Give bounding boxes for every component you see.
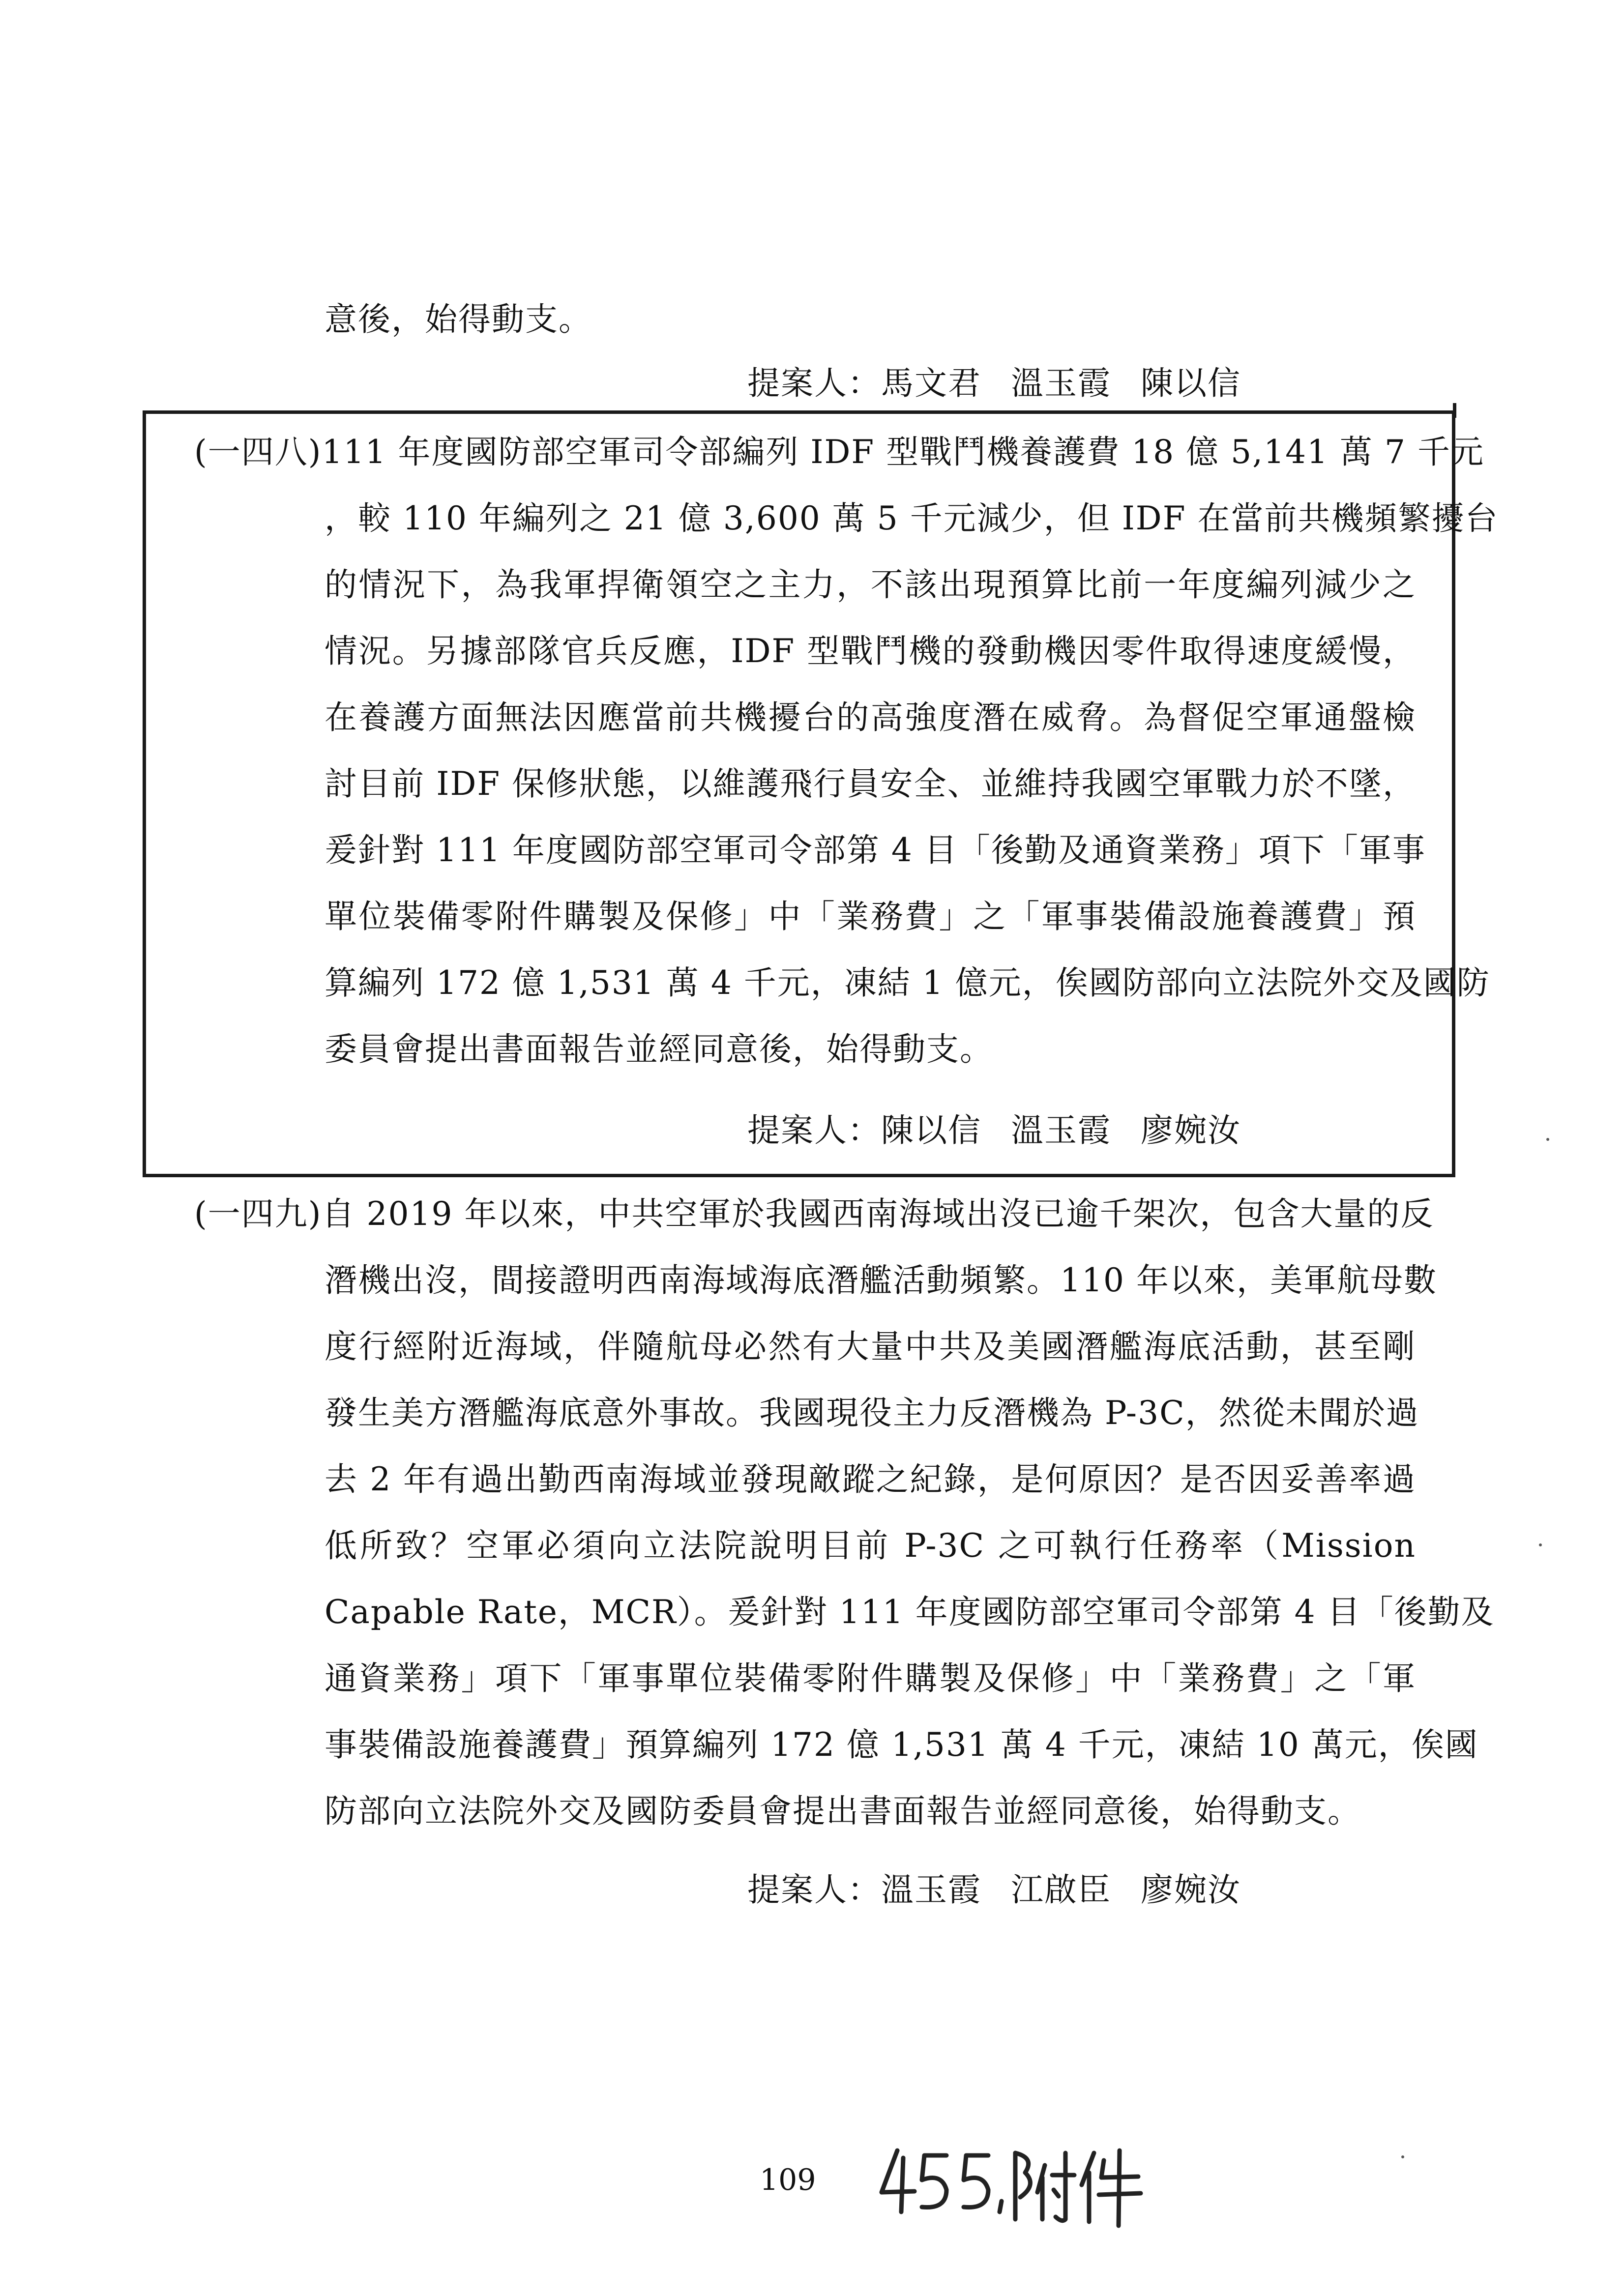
item-149-line-3: 度行經附近海域，伴隨航母必然有大量中共及美國潛艦海底活動，甚至剛 (325, 1328, 1416, 1366)
page-number: 109 (760, 2163, 816, 2197)
item-148-line-10: 委員會提出書面報告並經同意後，始得動支。 (325, 1030, 993, 1068)
item-149-proposers (747, 1865, 1241, 1915)
proposer-label: 提案人： (747, 364, 881, 402)
proposer-name: 溫玉霞 (881, 1871, 981, 1909)
item-148-line-2: ，較 110 年編列之 21 億 3,600 萬 5 千元減少，但 IDF 在當前共機頻繁擾台 (325, 499, 1499, 537)
item-148-line-6: 討目前 IDF 保修狀態，以維護飛行員安全、並維持我國空軍戰力於不墜， (325, 765, 1416, 803)
item-149-line-9: 事裝備設施養護費」預算編列 172 億 1,531 萬 4 千元，凍結 10 萬元，俟國 (325, 1726, 1478, 1764)
proposer-name: 陳以信 (1141, 364, 1241, 402)
item-148-line-5: 在養護方面無法因應當前共機擾台的高強度潛在威脅。為督促空軍通盤檢 (325, 698, 1416, 736)
proposer-label: 提案人： (747, 1871, 881, 1909)
item-148-line-3: 的情況下，為我軍捍衛領空之主力，不該出現預算比前一年度編列減少之 (325, 566, 1416, 604)
proposer-name: 陳以信 (881, 1111, 981, 1149)
item-149-first-line (194, 1190, 1434, 1239)
item-149-line-2: 潛機出沒，間接證明西南海域海底潛艦活動頻繁。110 年以來，美軍航母數 (325, 1261, 1437, 1299)
item-149-line-1: 自 2019 年以來，中共空軍於我國西南海域出沒已逾千架次，包含大量的反 (322, 1195, 1434, 1233)
item-149-line-5: 去 2 年有過出勤西南海域並發現敵蹤之紀錄，是何原因？是否因妥善率過 (325, 1460, 1416, 1498)
item-148-line-7: 爰針對 111 年度國防部空軍司令部第 4 目「後勤及通資業務」項下「軍事 (325, 831, 1426, 869)
item-149-number: (一四九) (194, 1195, 322, 1233)
item-149-line-7: Capable Rate，MCR）。爰針對 111 年度國防部空軍司令部第 4 目「後勤及 (325, 1593, 1495, 1631)
proposer-name: 廖婉汝 (1141, 1111, 1241, 1149)
proposer-name: 溫玉霞 (1011, 364, 1111, 402)
proposer-name: 馬文君 (881, 364, 981, 402)
item-148-line-9: 算編列 172 億 1,531 萬 4 千元，凍結 1 億元，俟國防部向立法院外交及國防 (325, 964, 1490, 1002)
item-148-proposers (747, 1106, 1241, 1155)
continuation-proposers (747, 359, 1241, 408)
item-148-line-4: 情況。另據部隊官兵反應，IDF 型戰鬥機的發動機因零件取得速度緩慢， (325, 632, 1416, 670)
handwritten-annotation (873, 2138, 1148, 2232)
item-148-number: (一四八) (194, 433, 322, 471)
proposer-name: 溫玉霞 (1011, 1111, 1111, 1149)
continuation-text: 意後，始得動支。 (325, 300, 592, 338)
scan-speck (1539, 1543, 1542, 1546)
proposer-label: 提案人： (747, 1111, 881, 1149)
item-148-line-8: 單位裝備零附件購製及保修」中「業務費」之「軍事裝備設施養護費」預 (325, 898, 1416, 935)
proposer-name: 廖婉汝 (1141, 1871, 1241, 1909)
item-149-line-6: 低所致？空軍必須向立法院說明目前 P-3C 之可執行任務率（Mission (325, 1527, 1416, 1565)
scan-speck (1546, 1138, 1549, 1141)
item-148-line-1: 111 年度國防部空軍司令部編列 IDF 型戰鬥機養護費 18 億 5,141 萬 7 千元 (322, 433, 1484, 471)
item-149-line-10: 防部向立法院外交及國防委員會提出書面報告並經同意後，始得動支。 (325, 1792, 1361, 1830)
proposer-name: 江啟臣 (1011, 1871, 1111, 1909)
item-149-line-8: 通資業務」項下「軍事單位裝備零附件購製及保修」中「業務費」之「軍 (325, 1659, 1416, 1697)
item-149-line-4: 發生美方潛艦海底意外事故。我國現役主力反潛機為 P-3C，然從未聞於過 (325, 1394, 1419, 1432)
scan-speck (1401, 2155, 1404, 2158)
item-148-first-line (194, 428, 1484, 477)
